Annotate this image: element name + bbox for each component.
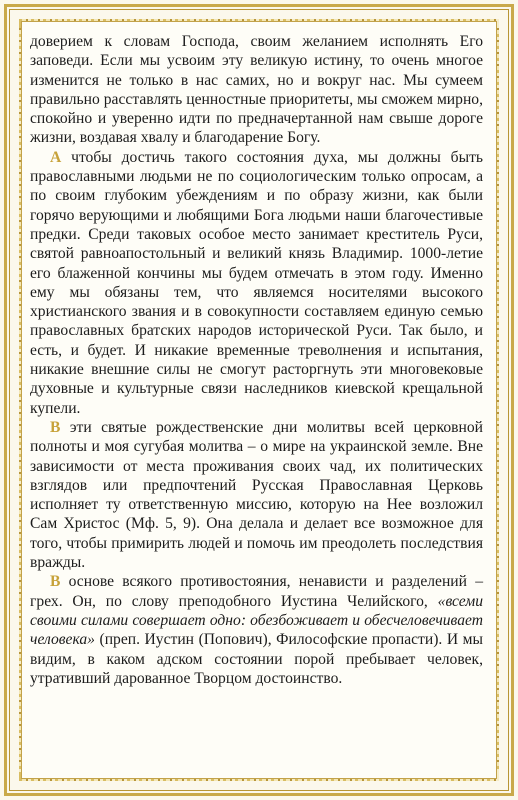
paragraph-4-text-after: (преп. Иустин (Попович), Философские пропасти). И мы видим, в каком адском состоянии порой пребывает человек, утративший дарованное Творцом достоинство. — [30, 631, 483, 687]
paragraph-4 — [30, 572, 483, 688]
paragraph-4-text-before: основе всякого противостояния, ненависти и разделений – грех. Он, по слову преподобного Иустина Челийского, — [30, 573, 483, 610]
paragraph-3-text: эти святые рождественские дни молитвы всей церковной полноты и моя сугубая молитва – о мире на украинской земле. Вне зависимости от места проживания своих чад, их политических взглядов или предпочтений Русская Православная Церковь исполняет ту ответственную миссию, которую на Нее возложил Сам Христос (Мф. 5, 9). Она делала и делает все возможное для того, чтобы примирить людей и помочь им преодолеть последствия вражды. — [30, 418, 483, 572]
paragraph-4-quote: «всеми своими силами совершает одно: обезбоживает и обесчеловечивает человека» — [30, 592, 483, 649]
paragraph-4-initial: В — [50, 573, 61, 591]
paragraph-3-initial: В — [50, 418, 61, 436]
paragraph-2 — [30, 148, 483, 418]
paragraph-2-text: чтобы достичь такого состояния духа, мы должны быть православными людьми не по социологическим только опросам, а по своим глубоким убеждениям и по образу жизни, как были горячо верующими и любящими Бога людьми наши благочестивые предки. Среди таковых особое место занимает креститель Руси, святой равноапостольный и великий князь Владимир. 1000-летие его блаженной кончины мы будем отмечать в этом году. Именно ему мы обязаны тем, что являемся носителями высокого христианского звания и в совокупности составляем единую семью православных братских народов исторической Руси. Так было, и есть, и будет. И никакие временные треволнения и испытания, никакие внешние силы не смогут расторгнуть эти многовековые духовные и культурные связи наследников киевской крещальной купели. — [30, 148, 483, 417]
paragraph-2-initial: А — [50, 148, 62, 166]
paragraph-1-text: доверием к словам Господа, своим желанием исполнять Его заповеди. Если мы усвоим эту великую истину, то очень многое изменится не только в нас самих, но и вокруг нас. Мы сумеем правильно расставлять ценностные приоритеты, мы сможем мирно, спокойно и уверенно идти по предначертанной нам свыше дороге жизни, воздавая хвалу и благодарение Богу. — [30, 33, 483, 147]
paragraph-3 — [30, 418, 483, 572]
document-text — [30, 32, 483, 688]
paragraph-1 — [30, 32, 483, 148]
